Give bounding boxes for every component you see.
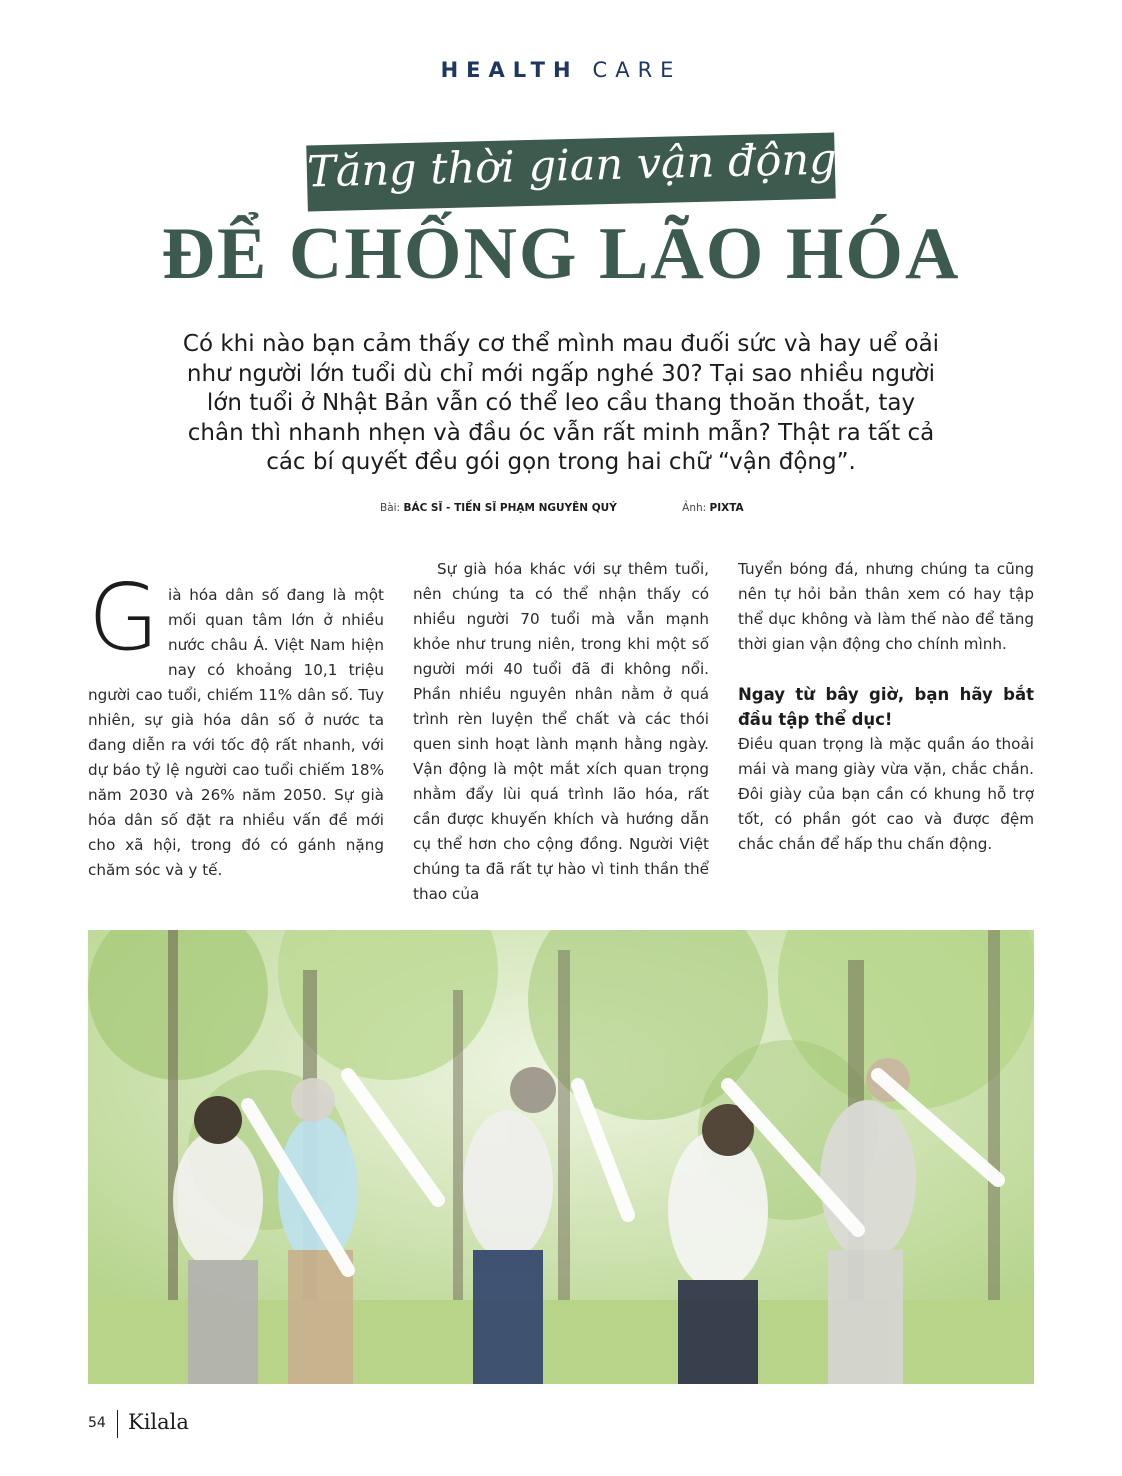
footer-divider [117, 1410, 118, 1438]
article-column-1 [88, 557, 384, 883]
page-number: 54 [88, 1415, 106, 1431]
headline: ĐỂ CHỐNG LÃO HÓA [161, 213, 961, 295]
section-label-strong: HEALTH [440, 58, 579, 82]
park-scene-illustration [88, 930, 1034, 1384]
kicker-title: Tăng thời gian vận động [306, 134, 838, 198]
lede-paragraph: Có khi nào bạn cảm thấy cơ thể mình mau đuối sức và hay uể oải như người lớn tuổi dù chỉ mới ngấp nghé 30? Tại sao nhiều người lớn tuổi ở Nhật Bản vẫn có thể leo cầu thang thoăn thoắt, tay chân thì nhanh nhẹn và đầu óc vẫn rất minh mẫn? Thật ra tất cả các bí quyết đều gói gọn trong hai chữ “vận động”. [182, 331, 940, 475]
author-label: Bài: [380, 502, 401, 514]
article-paragraph: Điều quan trọng là mặc quần áo thoải mái và mang giày vừa vặn, chắc chắn. Đôi giày của bạn cần có khung hỗ trợ tốt, có phần gót cao và được đệm chắc chắn để hấp thu chấn động. [738, 735, 1034, 853]
article-paragraph: Sự già hóa khác với sự thêm tuổi, nên chúng ta có thể nhận thấy có nhiều người 70 tuổi mà vẫn mạnh khỏe như trung niên, trong khi một số người mới 40 tuổi đã đi không nổi. Phần nhiều nguyên nhân nằm ở quá trình rèn luyện thể chất và các thói quen sinh hoạt lành mạnh hằng ngày. Vận động là một mắt xích quan trọng nhằm đẩy lùi quá trình lão hóa, rất cần được khuyến khích và hướng dẫn cụ thể hơn cho cộng đồng. Người Việt chúng ta đã rất tự hào vì tinh thần thể thao của [413, 560, 709, 903]
exercise-photo [88, 930, 1034, 1384]
article-paragraph: Tuyển bóng đá, nhưng chúng ta cũng nên tự hỏi bản thân xem có hay tập thể dục không và làm thế nào để tăng thời gian vận động cho chính mình. [738, 560, 1034, 653]
drop-cap: G [88, 564, 160, 671]
credits [380, 502, 744, 514]
section-label-light: CARE [592, 58, 682, 82]
photo-credit: PIXTA [709, 502, 744, 514]
article-column-2 [413, 557, 709, 907]
author-name: BÁC SĨ - TIẾN SĨ PHẠM NGUYÊN QUÝ [403, 502, 617, 514]
photo-label: Ảnh: [682, 502, 707, 514]
article-column-3 [738, 557, 1034, 857]
article-paragraph: ià hóa dân số đang là một mối quan tâm lớn ở nhiều nước châu Á. Việt Nam hiện nay có khoảng 10,1 triệu người cao tuổi, chiếm 11% dân số. Tuy nhiên, sự già hóa dân số ở nước ta đang diễn ra với tốc độ rất nhanh, với dự báo tỷ lệ người cao tuổi chiếm 18% năm 2030 và 26% năm 2050. Sự già hóa dân số đặt ra nhiều vấn đề mới cho xã hội, trong đó có gánh nặng chăm sóc và y tế. [88, 586, 384, 879]
article-subhead: Ngay từ bây giờ, bạn hãy bắt đầu tập thể dục! [738, 685, 1034, 729]
magazine-brand: Kilala [128, 1410, 189, 1434]
section-label [0, 58, 1122, 82]
